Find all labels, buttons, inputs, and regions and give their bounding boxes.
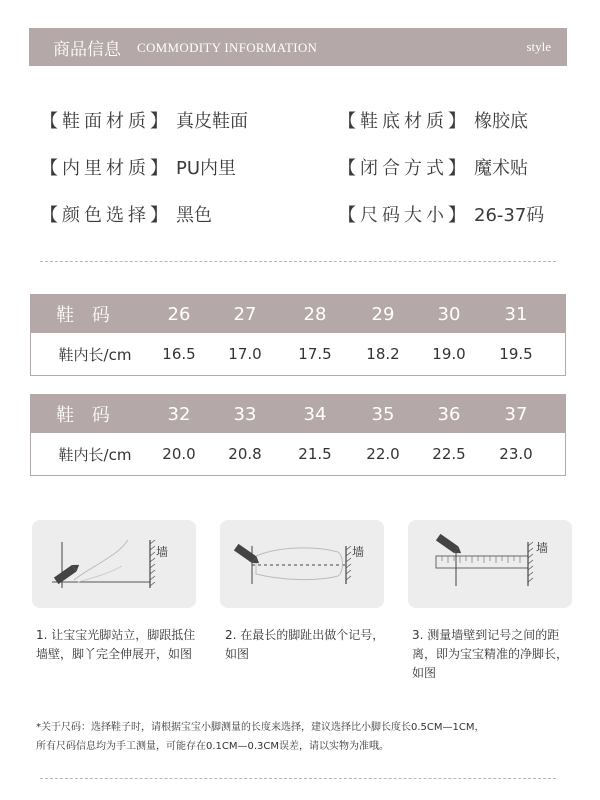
length-cell: 19.5 (499, 345, 533, 363)
size-note-line: *关于尺码：选择鞋子时，请根据宝宝小脚测量的长度来选择，建议选择比小脚长度长0.5CM—1CM， (36, 722, 485, 733)
attribute-value: 真皮鞋面 (176, 111, 248, 132)
attribute-closure (338, 154, 528, 180)
attribute-upper-material (40, 107, 248, 133)
length-cell: 16.5 (162, 345, 196, 363)
length-cell: 18.2 (366, 345, 400, 363)
measure-step-3-illustration (408, 520, 572, 608)
ruler-icon (408, 520, 572, 608)
header-style-label: style (526, 39, 551, 54)
size-cell: 34 (303, 403, 327, 425)
measure-step-1-illustration (32, 520, 196, 608)
wall-label: 墙 (536, 541, 549, 555)
attribute-sole-material (338, 107, 528, 133)
attribute-value: 黑色 (176, 205, 212, 226)
divider (40, 261, 556, 262)
size-cell: 31 (504, 303, 528, 325)
length-cell: 21.5 (298, 445, 332, 463)
length-label: 鞋内长/cm (58, 345, 132, 364)
size-note-line: 所有尺码信息均为手工测量，可能存在0.1CM—0.3CM误差，请以实物为准哦。 (36, 741, 390, 752)
attribute-key: 【内里材质】 (40, 158, 172, 179)
section-header (29, 28, 567, 66)
length-label: 鞋内长/cm (58, 445, 132, 464)
attribute-size-range (338, 201, 544, 227)
length-cell: 20.0 (162, 445, 196, 463)
measure-step-3-text: 3. 测量墙壁到记号之间的距离，即为宝宝精准的净脚长，如图 (412, 628, 569, 680)
wall-label: 墙 (156, 545, 169, 559)
attribute-value: 橡胶底 (474, 111, 528, 132)
foot-wall-icon (32, 520, 196, 608)
size-cell: 27 (233, 303, 257, 325)
size-label: 鞋 码 (56, 405, 116, 426)
divider (40, 778, 556, 779)
header-title-en: COMMODITY INFORMATION (137, 40, 318, 55)
measure-step-2-text: 2. 在最长的脚趾出做个记号，如图 (225, 628, 385, 661)
attribute-key: 【尺码大小】 (338, 205, 470, 226)
size-note (36, 718, 576, 756)
attribute-key: 【闭合方式】 (338, 158, 470, 179)
length-cell: 22.0 (366, 445, 400, 463)
attribute-value: 26-37码 (474, 205, 545, 226)
size-cell: 37 (504, 403, 528, 425)
measure-step-2-illustration (220, 520, 384, 608)
size-row (31, 395, 565, 433)
size-row (31, 295, 565, 333)
length-cell: 23.0 (499, 445, 533, 463)
attribute-key: 【鞋底材质】 (338, 111, 470, 132)
wall-label: 墙 (352, 545, 365, 559)
attribute-lining-material (40, 154, 236, 180)
size-cell: 33 (233, 403, 257, 425)
size-cell: 30 (437, 303, 461, 325)
attribute-color (40, 201, 212, 227)
length-cell: 22.5 (432, 445, 466, 463)
size-cell: 32 (167, 403, 191, 425)
length-cell: 17.5 (298, 345, 332, 363)
length-cell: 20.8 (228, 445, 262, 463)
size-cell: 35 (371, 403, 395, 425)
size-cell: 36 (437, 403, 461, 425)
size-label: 鞋 码 (56, 305, 116, 326)
measure-step-1-text: 1. 让宝宝光脚站立，脚跟抵住墙壁，脚丫完全伸展开，如图 (36, 628, 196, 661)
size-cell: 29 (371, 303, 395, 325)
size-table-2 (30, 394, 566, 476)
length-row (31, 333, 565, 375)
header-title-zh: 商品信息 (53, 40, 121, 60)
foot-mark-icon (220, 520, 384, 608)
size-cell: 26 (167, 303, 191, 325)
size-table-1 (30, 294, 566, 376)
attribute-value: PU内里 (176, 158, 237, 179)
attribute-key: 【鞋面材质】 (40, 111, 172, 132)
attribute-value: 魔术贴 (474, 158, 528, 179)
size-cell: 28 (303, 303, 327, 325)
length-cell: 19.0 (432, 345, 466, 363)
attribute-key: 【颜色选择】 (40, 205, 172, 226)
length-cell: 17.0 (228, 345, 262, 363)
length-row (31, 433, 565, 475)
